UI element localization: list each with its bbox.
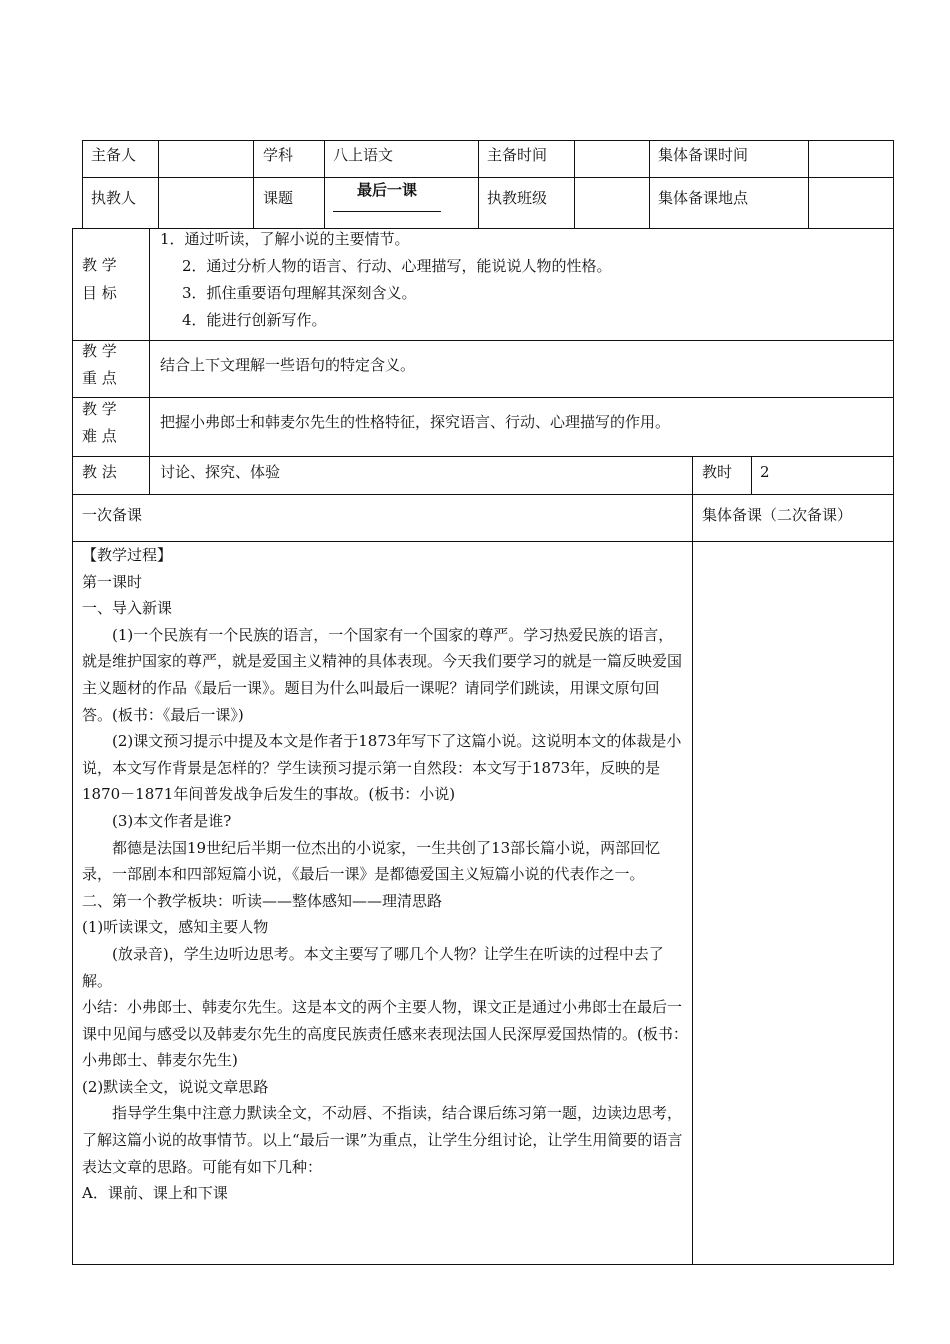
topic-title: 最后一课 — [356, 181, 417, 199]
table-border — [158, 140, 159, 228]
lesson-label: 第一课时 — [82, 572, 143, 591]
objective-item: 1．通过听读，了解小说的主要情节。 — [160, 230, 410, 248]
subject-label: 学科 — [263, 146, 294, 164]
hours-value: 2 — [760, 463, 770, 481]
table-border — [478, 140, 479, 228]
table-border — [574, 140, 575, 228]
paragraph: (1)一个民族有一个民族的语言，一个国家有一个国家的尊严。学习热爱民族的语言，就是维护国家的尊严，就是爱国主义精神的具体表现。今天我们要学习的就是一篇反映爱国主义题材的作品《最后一课》。题目为什么叫最后一课呢？请同学们跳读，用课文原句回答。(板书：《最后一课》) — [82, 625, 683, 724]
teacher-label: 执教人 — [91, 189, 137, 207]
table-border — [649, 140, 650, 228]
table-border — [72, 456, 893, 457]
process-heading: 【教学过程】 — [82, 546, 173, 564]
paragraph: (3)本文作者是谁? — [112, 811, 232, 830]
second-prep-label: 集体备课（二次备课） — [702, 506, 853, 524]
topic-label: 课题 — [263, 189, 294, 207]
list-item: A．课前、课上和下课 — [82, 1184, 228, 1203]
paragraph: 小结：小弗郎士、韩麦尔先生。这是本文的两个主要人物，课文正是通过小弗郎士在最后一课中见闻与感受以及韩麦尔先生的高度民族责任感来表现法国人民深厚爱国热情的。(板书：小弗郎士、韩麦尔先生) — [82, 998, 688, 1070]
section-heading: 二、第一个教学板块：听读——整体感知——理清思路 — [82, 891, 443, 910]
table-border — [82, 140, 893, 141]
table-border — [149, 228, 150, 494]
prep-time-label: 主备时间 — [487, 146, 548, 164]
difficulties-label-top: 教 学 — [82, 400, 117, 418]
objectives-label-top: 教 学 — [82, 256, 117, 274]
paragraph: (2)课文预习提示中提及本文是作者于1873年写下了这篇小说。这说明本文的体裁是小说，本文写作背景是怎样的？学生读预习提示第一自然段：本文写于1873年，反映的是1870－1871年间普发战争后发生的事故。(板书：小说) — [82, 732, 682, 804]
table-border — [253, 140, 254, 228]
group-time-label: 集体备课时间 — [658, 146, 749, 164]
objective-item: 4．能进行创新写作。 — [182, 311, 327, 329]
method-text: 讨论、探究、体验 — [160, 463, 281, 481]
paragraph: 都德是法国19世纪后半期一位杰出的小说家，一生共创了13部长篇小说，两部回忆录，一部剧本和四部短篇小说，《最后一课》是都德爱国主义短篇小说的代表作之一。 — [82, 838, 661, 884]
key-points-text: 结合上下文理解一些语句的特定含义。 — [160, 356, 416, 374]
first-prep-label: 一次备课 — [82, 506, 143, 524]
table-border — [72, 494, 893, 495]
section-heading: 一、导入新课 — [82, 599, 173, 618]
hours-label: 教时 — [702, 463, 733, 481]
objective-item: 3．抓住重要语句理解其深刻含义。 — [182, 284, 417, 302]
table-border — [72, 397, 893, 398]
table-border — [751, 456, 752, 494]
table-border — [82, 140, 83, 228]
group-place-label: 集体备课地点 — [658, 189, 749, 207]
objectives-label-bottom: 目 标 — [82, 284, 117, 302]
subsection-heading: (2)默读全文，说说文章思路 — [82, 1077, 269, 1096]
table-border — [72, 228, 73, 1265]
key-points-label-bottom: 重 点 — [82, 369, 117, 387]
paragraph: 指导学生集中注意力默读全文，不动唇、不指读，结合课后练习第一题，边读边思考，了解这篇小说的故事情节。以上“最后一课”为重点，让学生分组讨论，让学生用简要的语言表达文章的思路。可能有如下几种： — [82, 1104, 683, 1176]
class-label: 执教班级 — [487, 189, 548, 207]
method-label: 教 法 — [82, 463, 117, 481]
objective-item: 2．通过分析人物的语言、行动、心理描写，能说说人物的性格。 — [182, 257, 612, 275]
teaching-process — [82, 542, 688, 1207]
difficulties-label-bottom: 难 点 — [82, 427, 117, 445]
table-border — [72, 340, 893, 341]
table-border — [808, 140, 809, 228]
paragraph: (放录音)，学生边听边思考。本文主要写了哪几个人物？让学生在听读的过程中去了解。 — [82, 944, 664, 990]
table-border — [72, 1264, 894, 1265]
subject-value: 八上语文 — [333, 146, 394, 164]
preparer-label: 主备人 — [91, 146, 137, 164]
difficulties-text: 把握小弗郎士和韩麦尔先生的性格特征，探究语言、行动、心理描写的作用。 — [160, 413, 671, 431]
table-border — [893, 140, 894, 1264]
key-points-label-top: 教 学 — [82, 342, 117, 360]
table-border — [324, 140, 325, 228]
table-border — [82, 177, 893, 178]
table-border — [692, 456, 693, 1264]
subsection-heading: (1)听读课文，感知主要人物 — [82, 918, 269, 937]
topic-underline — [333, 211, 441, 212]
